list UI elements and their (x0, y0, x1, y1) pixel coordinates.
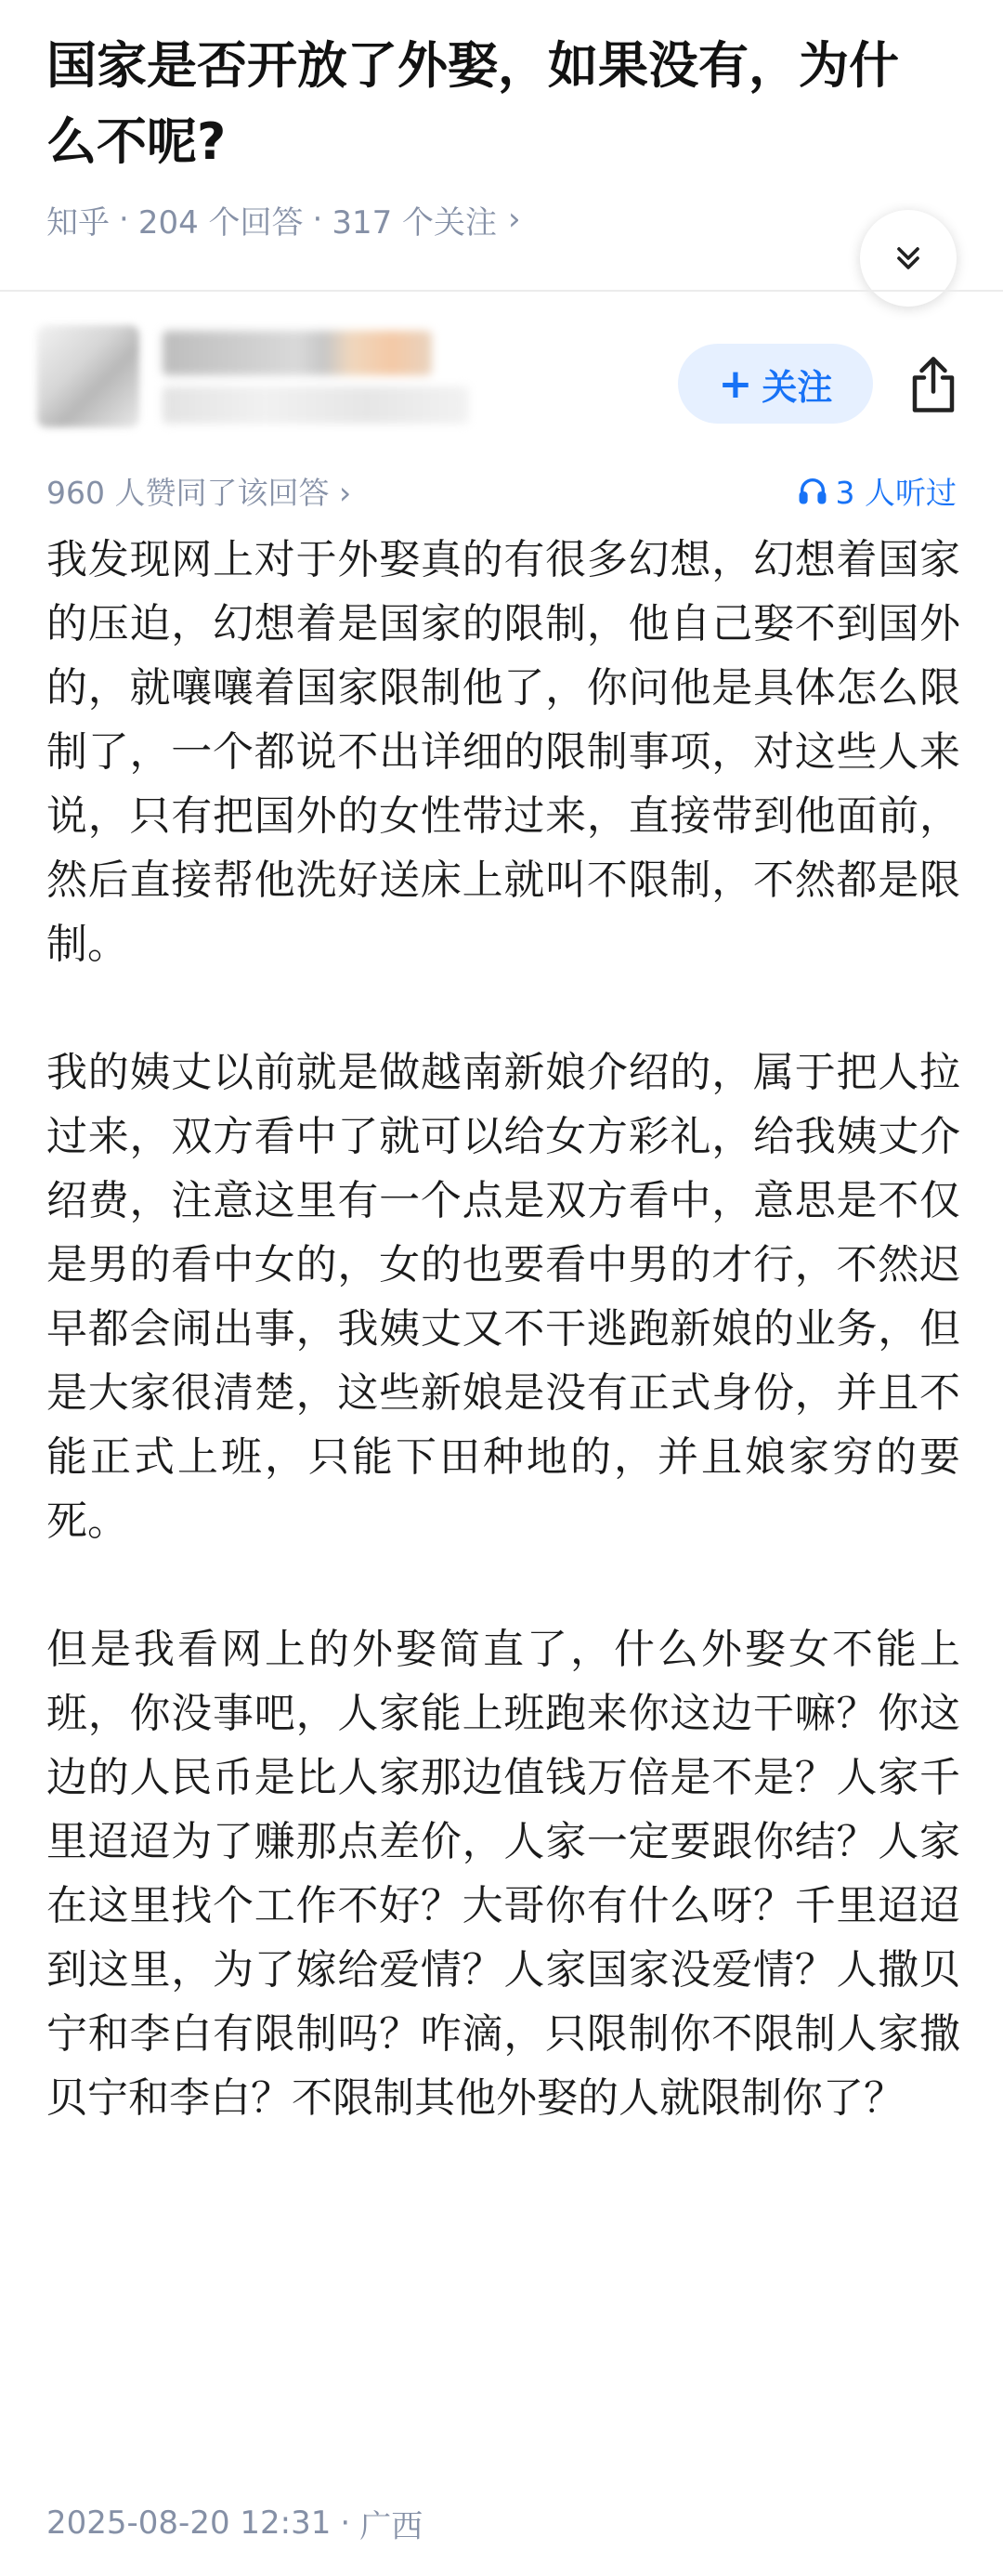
chevron-right-icon: › (338, 474, 352, 511)
header-divider (0, 290, 1003, 292)
answer-stats (46, 464, 957, 517)
answers-count: 204 个回答 (137, 203, 304, 242)
answer-content (46, 528, 960, 2194)
question-header (0, 0, 1003, 247)
collapse-button[interactable] (860, 210, 957, 307)
headphones-icon (797, 475, 828, 506)
avatar[interactable] (37, 325, 139, 427)
answer-footer (46, 2495, 423, 2551)
author-headline-blurred (163, 386, 469, 424)
meta-separator: · (340, 2504, 351, 2542)
answer-paragraph: 我发现网上对于外娶真的有很多幻想，幻想着国家的压迫，幻想着是国家的限制，他自己娶不到国外的，就嚷嚷着国家限制他了，你问他是具体怎么限制了，一个都说不出详细的限制事项，对这些人来说，只有把国外的女性带过来，直接带到他面前，然后直接帮他洗好送床上就叫不限制，不然都是限制。 (46, 536, 960, 968)
chevron-right-icon: › (508, 201, 521, 238)
share-button[interactable] (901, 349, 966, 420)
listened-count[interactable] (797, 469, 957, 513)
answer-paragraph: 但是我看网上的外娶简直了，什么外娶女不能上班，你没事吧，人家能上班跑来你这边干嘛？你这边的人民币是比人家那边值钱万倍是不是？人家千里迢迢为了赚那点差价，人家一定要跟你结？人家在这里找个工作不好？大哥你有什么呀？千里迢迢到这里，为了嫁给爱情？人家国家没爱情？人撒贝宁和李白有限制吗？咋滴，只限制你不限制人家撒贝宁和李白？不限制其他外娶的人就限制你了？ (46, 1626, 960, 2122)
answer-paragraph: 我的姨丈以前就是做越南新娘介绍的，属于把人拉过来，双方看中了就可以给女方彩礼，给我姨丈介绍费，注意这里有一个点是双方看中，意思是不仅是男的看中女的，女的也要看中男的才行，不然迟早都会闹出事，我姨丈又不干逃跑新娘的业务，但是大家很清楚，这些新娘是没有正式身份，并且不能正式上班，只能下田种地的，并且娘家穷的要死。 (46, 1049, 960, 1545)
followers-count: 317 个关注 (332, 203, 498, 242)
listened-text: 3 人听过 (835, 474, 957, 511)
chevron-double-down-icon (890, 240, 927, 277)
question-meta[interactable] (46, 191, 957, 247)
author-name-blurred[interactable] (163, 331, 432, 375)
agree-count[interactable] (46, 469, 351, 513)
answer-location: 广西 (359, 2507, 423, 2545)
follow-label: 关注 (762, 366, 833, 408)
source-label: 知乎 (46, 203, 110, 242)
meta-separator: · (119, 201, 129, 238)
answer-datetime: 2025-08-20 12:31 (46, 2504, 332, 2542)
agree-text: 960 人赞同了该回答 (46, 474, 330, 511)
plus-icon: + (718, 360, 753, 408)
author-row (37, 325, 966, 446)
share-icon (905, 354, 961, 415)
follow-button[interactable] (678, 344, 873, 424)
meta-separator: · (312, 201, 323, 238)
question-title[interactable]: 国家是否开放了外娶，如果没有，为什么不呢? (46, 36, 899, 171)
